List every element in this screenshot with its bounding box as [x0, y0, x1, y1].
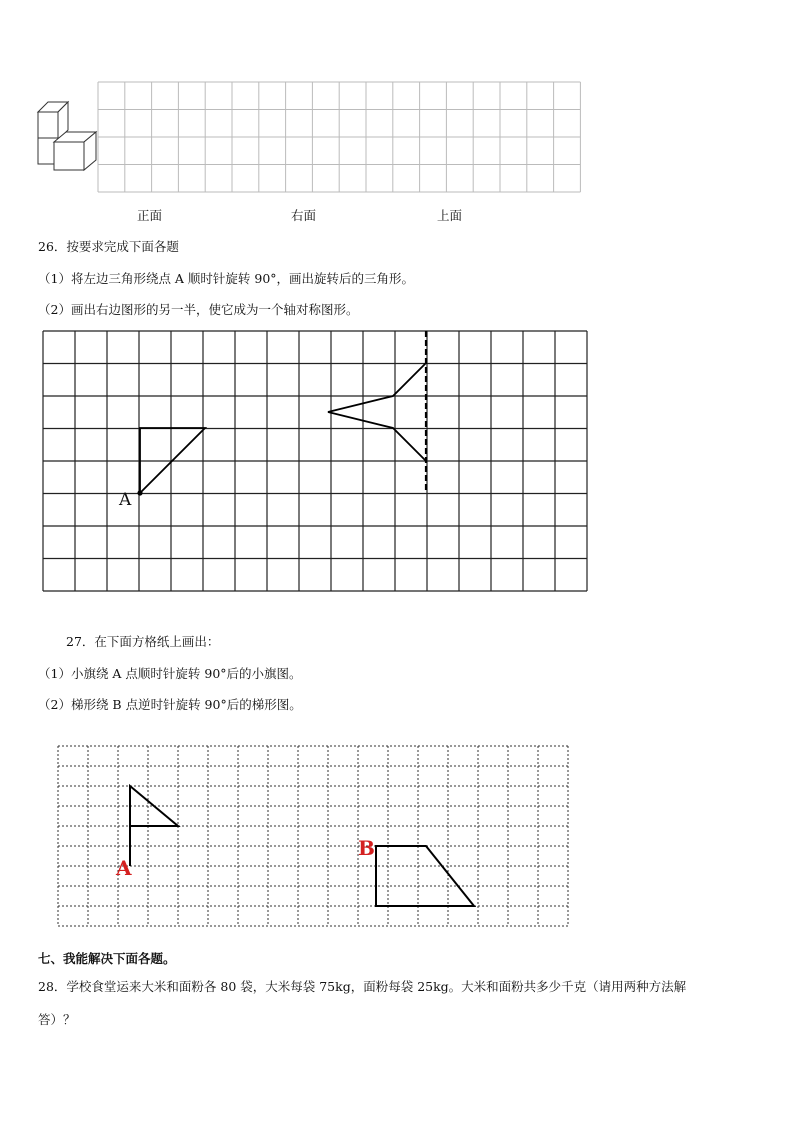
- q27-part2: （2）梯形绕 B 点逆时针旋转 90°后的梯形图。: [38, 697, 302, 712]
- q28-line2: 答）？: [38, 1012, 76, 1027]
- cube-stack-figure: [36, 100, 100, 175]
- label-right-view: 右面: [291, 208, 317, 223]
- q27-point-a-label: A: [116, 856, 132, 880]
- q27-point-b-label: B: [358, 836, 375, 860]
- q26-point-a-label: A: [119, 490, 132, 510]
- point-a-dot: [137, 490, 142, 495]
- q26-half-figure: [328, 363, 426, 461]
- q28-line1: 28．学校食堂运来大米和面粉各 80 袋，大米每袋 75kg，面粉每袋 25kg。大米和面粉共多少千克（请用两种方法解: [38, 979, 687, 994]
- q26-part1: （1）将左边三角形绕点 A 顺时针旋转 90°，画出旋转后的三角形。: [38, 271, 415, 286]
- q27-part1: （1）小旗绕 A 点顺时针旋转 90°后的小旗图。: [38, 666, 302, 681]
- section7-title: 七、我能解决下面各题。: [38, 951, 176, 966]
- flag-figure: [130, 786, 178, 866]
- views-grid[interactable]: [98, 82, 580, 192]
- label-top-view: 上面: [437, 208, 463, 223]
- q27-title: 27．在下面方格纸上画出：: [66, 634, 220, 649]
- q27-grid[interactable]: [58, 746, 568, 926]
- trapezoid-figure: [376, 846, 474, 906]
- q26-title: 26．按要求完成下面各题: [38, 239, 179, 254]
- q26-part2: （2）画出右边图形的另一半，使它成为一个轴对称图形。: [38, 302, 359, 317]
- label-front-view: 正面: [137, 208, 163, 223]
- q26-grid[interactable]: [43, 331, 587, 591]
